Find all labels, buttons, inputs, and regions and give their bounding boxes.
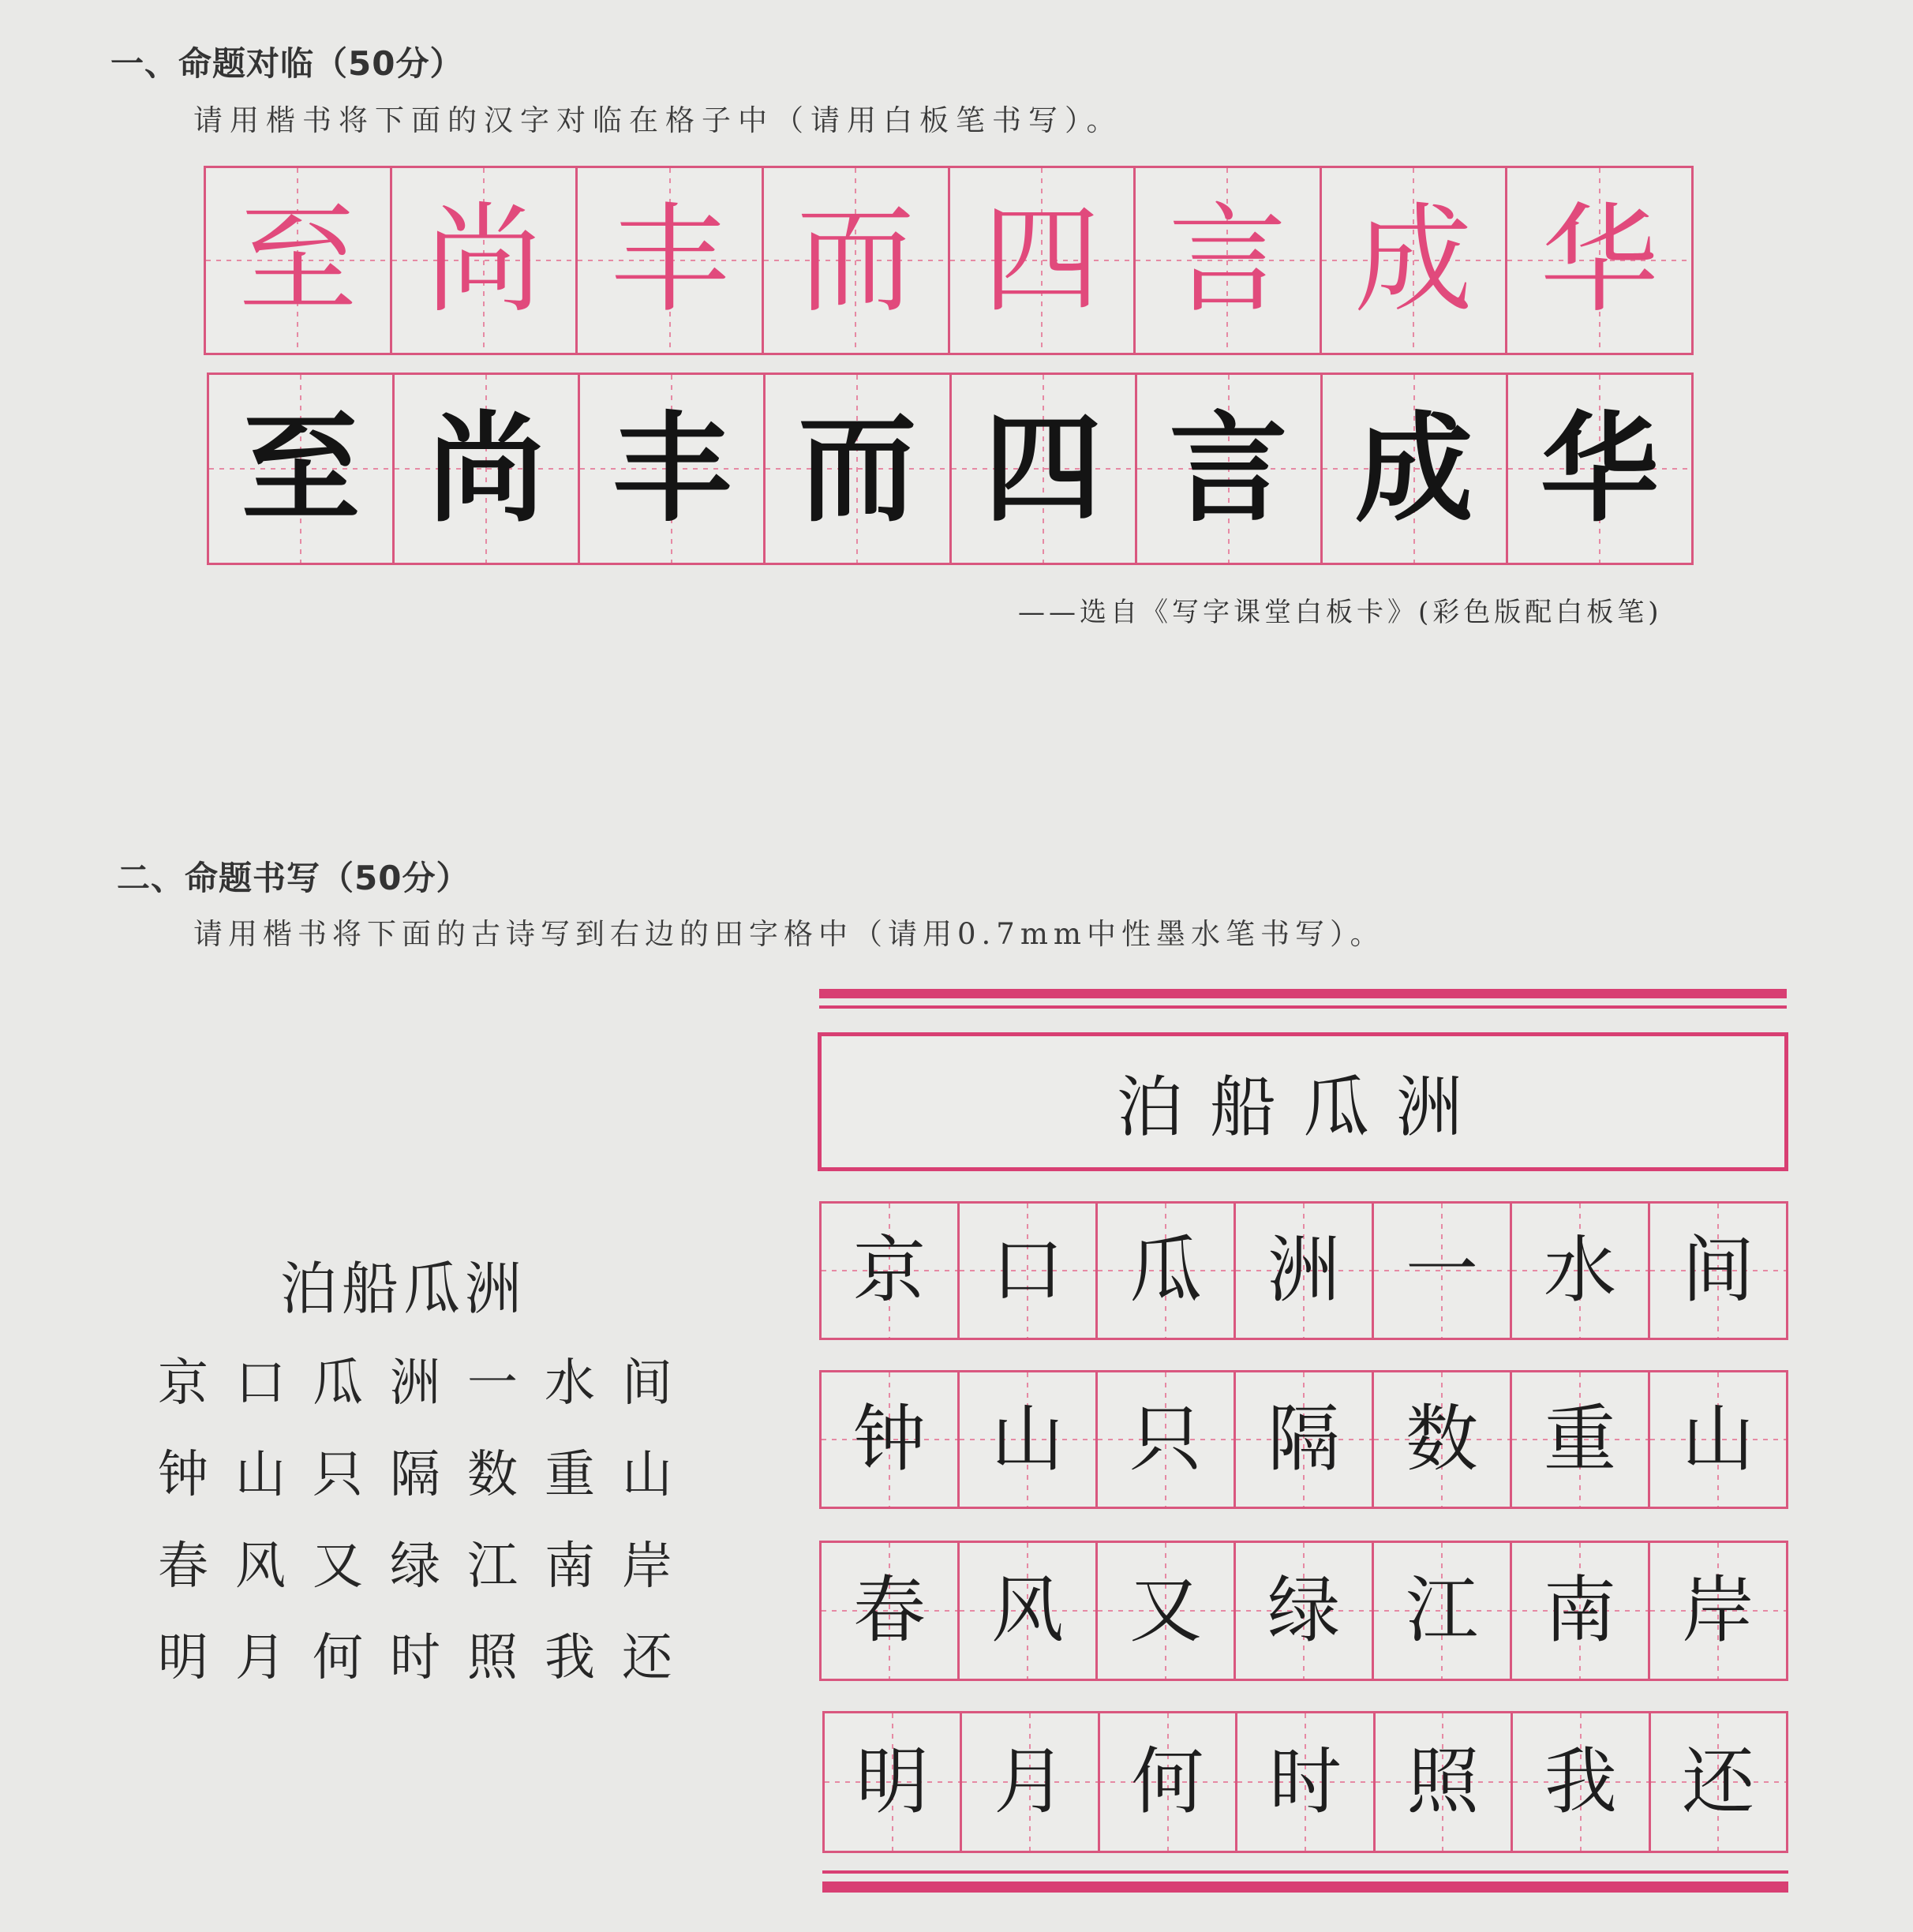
grid-char: 春 (852, 1568, 926, 1653)
grid-cell[interactable] (1507, 168, 1691, 353)
poem-line: 钟山只隔数重山 (158, 1446, 699, 1504)
grid-cell[interactable] (392, 168, 578, 353)
writing-grid-row (822, 1711, 1788, 1853)
grid-title-box (818, 1032, 1788, 1171)
poem-title: 泊船瓜洲 (280, 1256, 527, 1322)
grid-cell[interactable] (1236, 1543, 1374, 1679)
grid-char: 四 (982, 192, 1101, 329)
bottom-rule-thick (822, 1881, 1788, 1893)
grid-char: 南 (1543, 1568, 1616, 1653)
grid-char: 照 (1406, 1739, 1480, 1824)
grid-cell[interactable] (1376, 1713, 1513, 1851)
poem-line: 春风又绿江南岸 (158, 1537, 699, 1596)
grid-cell[interactable] (1374, 1204, 1512, 1338)
grid-char: 明 (855, 1739, 929, 1824)
grid-cell[interactable] (1650, 1204, 1786, 1338)
grid-char: 尚 (427, 399, 546, 538)
grid-cell[interactable] (1236, 1204, 1374, 1338)
grid-cell[interactable] (952, 375, 1137, 563)
grid-char: 我 (1544, 1739, 1617, 1824)
grid-cell[interactable] (962, 1713, 1099, 1851)
grid-char: 华 (1540, 399, 1659, 538)
grid-cell[interactable] (960, 1543, 1098, 1679)
grid-cell[interactable] (395, 375, 580, 563)
grid-char: 而 (798, 399, 917, 538)
grid-cell[interactable] (1512, 1372, 1650, 1507)
section1-instruction: 请用楷书将下面的汉字对临在格子中（请用白板笔书写）。 (193, 103, 1123, 137)
grid-char: 丰 (610, 192, 729, 329)
poem-line: 京口瓜洲一水间 (158, 1354, 699, 1413)
grid-cell[interactable] (960, 1372, 1098, 1507)
grid-char: 绿 (1267, 1568, 1340, 1653)
grid-cell[interactable] (1508, 375, 1691, 563)
grid-char: 京 (852, 1228, 926, 1312)
grid-cell[interactable] (1651, 1713, 1786, 1851)
section2-instruction: 请用楷书将下面的古诗写到右边的田字格中（请用0.7mm中性墨水笔书写）。 (193, 917, 1385, 951)
grid-char: 成 (1354, 192, 1473, 329)
grid-char: 至 (238, 192, 358, 329)
grid-char: 四 (983, 399, 1103, 538)
grid-cell[interactable] (580, 375, 766, 563)
grid-cell[interactable] (209, 375, 395, 563)
top-rule-thick (819, 989, 1787, 998)
grid-char: 水 (1543, 1228, 1616, 1312)
grid-title: 泊船瓜洲 (1116, 1068, 1489, 1146)
grid-char: 山 (990, 1397, 1064, 1481)
grid-cell[interactable] (1237, 1713, 1375, 1851)
grid-cell[interactable] (1236, 1372, 1374, 1507)
grid-cell[interactable] (1136, 168, 1322, 353)
writing-grid-row (819, 1370, 1788, 1509)
writing-grid-row (819, 1201, 1788, 1340)
grid-cell[interactable] (1098, 1372, 1236, 1507)
poem-text (158, 1243, 699, 1687)
grid-char: 时 (1268, 1739, 1342, 1824)
grid-char: 言 (1169, 399, 1288, 538)
grid-cell[interactable] (1098, 1204, 1236, 1338)
grid-char: 岸 (1681, 1568, 1754, 1653)
grid-char: 钟 (852, 1397, 926, 1481)
grid-char: 一 (1405, 1228, 1478, 1312)
grid-char: 隔 (1267, 1397, 1340, 1481)
section2-heading: 二、命题书写（50分） (117, 859, 470, 897)
grid-cell[interactable] (1374, 1372, 1512, 1507)
top-rule-thin (819, 1005, 1787, 1009)
grid-char: 言 (1168, 192, 1287, 329)
grid-char: 而 (796, 192, 915, 329)
grid-cell[interactable] (766, 375, 951, 563)
grid-cell[interactable] (1137, 375, 1323, 563)
grid-cell[interactable] (1512, 1204, 1650, 1338)
section1-heading: 一、命题对临（50分） (110, 44, 464, 83)
grid-char: 还 (1682, 1739, 1755, 1824)
grid-char: 风 (990, 1568, 1064, 1653)
grid-char: 山 (1681, 1397, 1754, 1481)
grid-cell[interactable] (1650, 1543, 1786, 1679)
grid-cell[interactable] (206, 168, 392, 353)
grid-char: 华 (1540, 192, 1659, 329)
grid-cell[interactable] (1374, 1543, 1512, 1679)
grid-char: 月 (994, 1739, 1067, 1824)
poem-line: 明月何时照我还 (158, 1629, 699, 1687)
grid-cell[interactable] (1100, 1713, 1237, 1851)
grid-cell[interactable] (1322, 168, 1508, 353)
black-char-grid (207, 373, 1694, 565)
grid-char: 数 (1405, 1397, 1478, 1481)
grid-cell[interactable] (822, 1204, 960, 1338)
grid-cell[interactable] (1098, 1543, 1236, 1679)
grid-char: 又 (1129, 1568, 1202, 1653)
grid-char: 口 (990, 1228, 1064, 1312)
grid-cell[interactable] (1650, 1372, 1786, 1507)
grid-char: 江 (1405, 1568, 1478, 1653)
writing-grid-row (819, 1541, 1788, 1681)
source-credit: ——选自《写字课堂白板卡》(彩色版配白板笔) (1018, 597, 1663, 628)
bottom-rule-thin (822, 1870, 1788, 1874)
grid-char: 尚 (424, 192, 543, 329)
grid-char: 重 (1543, 1397, 1616, 1481)
grid-cell[interactable] (578, 168, 764, 353)
grid-char: 只 (1129, 1397, 1202, 1481)
grid-cell[interactable] (950, 168, 1136, 353)
grid-cell[interactable] (1323, 375, 1508, 563)
grid-cell[interactable] (1512, 1543, 1650, 1679)
grid-cell[interactable] (825, 1713, 962, 1851)
grid-char: 瓜 (1129, 1228, 1202, 1312)
grid-cell[interactable] (822, 1543, 960, 1679)
grid-char: 洲 (1267, 1228, 1340, 1312)
grid-cell[interactable] (822, 1372, 960, 1507)
grid-char: 成 (1354, 399, 1473, 538)
grid-char: 丰 (612, 399, 732, 538)
grid-char: 间 (1681, 1228, 1754, 1312)
grid-char: 至 (241, 399, 361, 538)
grid-cell[interactable] (764, 168, 950, 353)
grid-cell[interactable] (960, 1204, 1098, 1338)
pink-char-grid (204, 166, 1694, 355)
grid-cell[interactable] (1513, 1713, 1650, 1851)
grid-char: 何 (1131, 1739, 1204, 1824)
